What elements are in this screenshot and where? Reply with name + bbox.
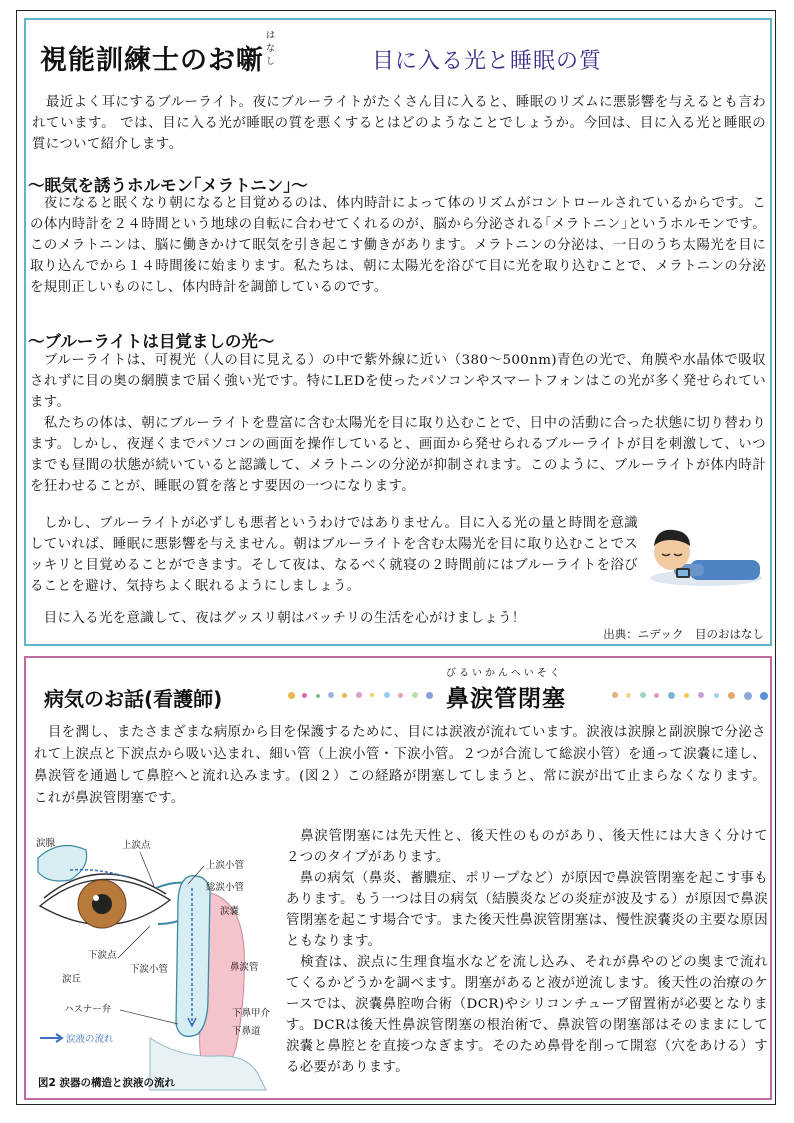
section2-title: 病気のお話(看護師) [44,687,223,711]
para-melatonin: 夜になると眠くなり朝になると目覚めるのは、体内時計によって体のリズムがコントロールされているからです。この体内時計を２４時間という地球の自転に合わせてくれるのが、脳から分泌される｢メラトニン｣というホルモンです。 このメラトニンは、脳に働きかけて眠気を引き起こす働きがあります。メラトニンの分泌は、一日のうち太陽光を目に取り込んでから１４時間後に始まります。私たちは、朝に太陽光を浴びて目に光を取り込むことで、メラトニンの分泌を規則正しいものにし、体内時計を調節しているのです。 [30,196,766,295]
closing-line: 目に入る光を意識して、夜はグッスリ朝はバッチリの生活を心がけましょう！ [30,611,526,626]
label-inferior-turbinate: 下鼻甲介 [232,1008,271,1019]
section2-para-2: 鼻の病気（鼻炎、蓄膿症、ポリープなど）が原因で鼻涙管閉塞を起こす事もあります。もう一つは目の病気（結膜炎などの炎症が波及する）が原因で鼻涙管閉塞を起こす場合です。また後天性鼻涙管閉塞は、慢性涙嚢炎の主要な原因ともなります。 [286,871,768,949]
heading-melatonin: 〜眠気を誘うホルモン｢メラトニン｣〜 [28,176,308,195]
section2-para-1: 鼻涙管閉塞には先天性と、後天性のものがあり、後天性には大きく分けて２つのタイプがあります。 [286,829,768,865]
label-caruncle: 涙丘 [62,974,82,985]
label-lower-punctum: 下涙点 [88,950,117,961]
section1-title: 視能訓練士のお噺 はなし [40,38,264,77]
sleeping-person-illustration [646,516,764,588]
label-hasner-valve: ハスナー弁 [64,1004,112,1015]
section2-subtitle: 鼻涙管閉塞 [446,685,566,712]
heading-bluelight: 〜ブルーライトは目覚ましの光〜 [28,332,275,351]
label-upper-punctum: 上涙点 [122,840,151,851]
flow-legend [40,1033,114,1045]
para-bluelight-2: 私たちの体は、朝にブルーライトを豊富に含む太陽光を目に取り込むことで、日中の活動に合った状態に切り替わります。しかし、夜遅くまでパソコンの画面を操作していると、画面から発せられるブルーライトが目を刺激して、いつまでも昼間の状態が続いていると認識して、メラトニンの分泌が抑制されます。このように、ブルーライトが体内時計を狂わせることが、睡眠の質を落とす要因の一つになります。 [30,416,766,494]
source-credit: 出典：ニデック 目のおはなし [603,627,764,641]
label-lower-canaliculus: 下涙小管 [130,964,169,975]
label-inferior-meatus: 下鼻道 [232,1026,261,1037]
label-upper-canaliculus: 上涙小管 [206,860,245,871]
label-common-canaliculus: 総涙小管 [206,882,245,893]
label-lacrimal-gland: 涙腺 [36,838,56,849]
section2-para-3: 検査は、涙点に生理食塩水などを流し込み、それが鼻やのどの奥まで流れてくるかどうかを調べます。閉塞があると液が逆流します。後天性の治療のケースでは、涙嚢鼻腔吻合術（DCR)やシリコンチューブ留置術が必要となります。DCRは後天性鼻涙管閉塞の根治術で、鼻涙管の閉塞部はそのままにして涙嚢と鼻腔とを直接つなぎます。そのため鼻骨を削って開窓（穴をあける）する必要があります。 [286,955,768,1075]
para-bluelight-1: ブルーライトは、可視光（人の目に見える）の中で紫外線に近い（380〜500nm)青色の光で、角膜や水晶体で吸収されずに目の奥の網膜まで届く強い光です。特にLEDを使ったパソコンやスマートフォンはこの光が多く発せられています。 [30,353,766,410]
section1-intro: 最近よく耳にするブルーライト。夜にブルーライトがたくさん目に入ると、睡眠のリズムに悪影響を与えるとも言われています。 では、目に入る光が睡眠の質を悪くするとはどのようなことでしょうか。今回は、目に入る光と睡眠の質について紹介します。 [32,95,766,152]
legend-flow-label: 涙液の流れ [66,1034,114,1045]
figure-lacrimal-structure [30,828,280,1094]
section2-intro: 目を潤し、またさまざまな病原から目を保護するために、目には涙液が流れています。涙液は涙腺と副涙腺で分泌されて上涙点と下涙点から吸い込まれ、細い管（上涙小管・下涙小管。２つが合流して総涙小管）を通って涙嚢に達し、鼻涙管を通過して鼻腔へと流れ込みます。(図２）この経路が閉塞してしまうと、常に涙が出て止まらなくなります。これが鼻涙管閉塞です。 [34,725,766,806]
section2-subtitle-ruby: びるいかんへいそく [446,668,563,679]
section1-subtitle: 目に入る光と睡眠の質 [372,49,603,74]
section1-title-ruby: はなし [266,31,278,67]
label-lacrimal-sac: 涙嚢 [220,906,240,917]
label-nasolacrimal-duct: 鼻涙管 [230,962,259,973]
figure-caption: 図2 涙器の構造と涙液の流れ [38,1077,175,1089]
para-bluelight-3: しかし、ブルーライトが必ずしも悪者というわけではありません。目に入る光の量と時間を意識していれば、睡眠に悪影響を与えません。朝はブルーライトを含む太陽光を目に取り込むことでスッキリと目覚めることができます。そして夜は、なるべく就寝の２時間前にはブルーライトを浴びることを避け、気持ちよく眠れるようにしましょう。 [30,516,638,594]
